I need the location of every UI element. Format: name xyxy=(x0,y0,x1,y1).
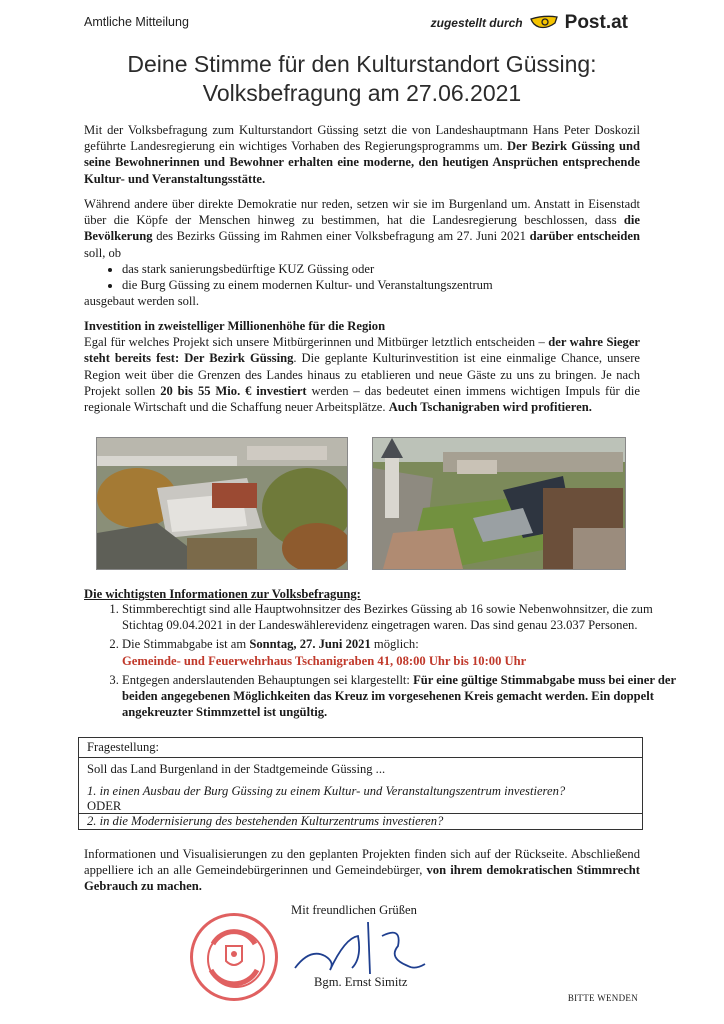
question-option-1: 1. in einen Ausbau der Burg Güssing zu einem Kultur- und Veranstaltungszentrum investieren? xyxy=(87,784,566,798)
question-or: ODER xyxy=(87,799,122,813)
para2-bold-1: die Bevölkerung xyxy=(84,213,640,244)
page-title xyxy=(84,50,640,108)
list-item xyxy=(122,636,678,668)
list-item xyxy=(122,672,678,721)
invest-text-2: . Die geplante Kulturinvestition ist eine einmalige Chance, unsere Region weit über die Grenzen des Landes hinaus zu etablieren und neue Gäste zu uns zu bringen. Je nach Projekt sollen xyxy=(84,351,640,398)
intro-paragraph xyxy=(84,122,640,187)
democracy-paragraph xyxy=(84,196,640,309)
turn-over-note: BITTE WENDEN xyxy=(567,993,638,1003)
list-item: 1. Stimmberechtigt sind alle Hauptwohnsitzer des Bezirkes Güssing ab 16 sowie Nebenwohnsitzer, die zum Stichtag 09.04.2021 in der Landeswählerevidenz eingetragen waren. Das sind genau 23.037 Personen. xyxy=(122,601,678,633)
investment-heading: Investition in zweistelliger Millionenhöhe für die Region xyxy=(84,319,386,333)
item3-bold: Für eine gültige Stimmabgabe muss bei einer der beiden angegebenen Möglichkeiten das Kreuz im vorgesehenen Kreis gemacht werden. Ein doppelt angekreuzter Stimmzettel ist ungültig. xyxy=(122,672,676,720)
title-line-1: Deine Stimme für den Kulturstandort Güssing: xyxy=(127,51,597,77)
invest-bold-2: 20 bis 55 Mio. € investiert xyxy=(160,383,307,398)
question-text: Soll das Land Burgenland in der Stadtgemeinde Güssing ... xyxy=(87,762,386,776)
investment-section xyxy=(84,318,640,415)
castle-render-photo xyxy=(372,437,626,570)
post-logo xyxy=(431,12,628,34)
post-brand: Post.at xyxy=(564,12,628,33)
question-option-2: 2. in die Modernisierung des bestehenden Kulturzentrums investieren? xyxy=(79,813,642,829)
municipal-seal xyxy=(190,913,278,1001)
title-line-2: Volksbefragung am 27.06.2021 xyxy=(202,80,522,106)
delivered-by-label: zugestellt durch xyxy=(430,16,523,30)
greeting: Mit freundlichen Grüßen xyxy=(291,903,417,917)
intro-bold: Der Bezirk Güssing und seine Bewohnerinnen und Bewohner erhalten eine moderne, den heutigen Ansprüchen entsprechende Kultur- und Veranstaltungsstätte. xyxy=(84,139,640,186)
kuz-aerial-photo xyxy=(96,437,348,570)
list-item: • das stark sanierungsbedürftige KUZ Güssing oder xyxy=(122,261,640,277)
invest-text-3: werden – das bedeutet einen immens wichtigen Impuls für die regionale Wirtschaft und die Schaffung neuer Arbeitsplätze. xyxy=(84,383,640,415)
signature-image xyxy=(290,918,430,976)
para2-text-3: soll, ob xyxy=(84,245,122,260)
invest-text-1: Egal für welches Projekt sich unsere Mitbürgerinnen und Mitbürger letztlich entscheiden – xyxy=(84,335,549,350)
question-divider xyxy=(79,757,642,758)
invest-bold-1: der wahre Sieger steht bereits fest: Der Bezirk Güssing xyxy=(84,335,641,366)
item2-bold: Sonntag, 27. Juni 2021 xyxy=(249,637,371,652)
para2-after: ausgebaut werden soll. xyxy=(84,294,200,309)
para2-bold-2: darüber entscheiden xyxy=(529,229,640,244)
voting-location: Gemeinde- und Feuerwehrhaus Tschanigraben 41, 08:00 Uhr bis 10:00 Uhr xyxy=(122,653,527,668)
list-item: • die Burg Güssing zu einem modernen Kultur- und Veranstaltungszentrum xyxy=(122,277,640,293)
invest-bold-3: Auch Tschanigraben wird profitieren. xyxy=(388,400,592,415)
question-label: Fragestellung: xyxy=(87,740,160,754)
seal-emblem xyxy=(193,916,275,998)
signer-name: Bgm. Ernst Simitz xyxy=(314,975,408,989)
item2-end: möglich: xyxy=(370,637,419,652)
item2-text: Die Stimmabgabe ist am xyxy=(122,637,250,652)
closing-text: Informationen und Visualisierungen zu den geplanten Projekten finden sich auf der Rückseite. Abschließend appelliere ich an alle Gemeindebürgerinnen und Gemeindebürger, xyxy=(84,847,640,878)
header-label: Amtliche Mitteilung xyxy=(84,15,189,29)
options-list xyxy=(84,261,640,293)
info-list xyxy=(84,601,678,723)
item3-text: Entgegen anderslautenden Behauptungen sei klargestellt: xyxy=(122,672,414,687)
castle-photo-image xyxy=(373,438,625,569)
kuz-photo-image xyxy=(97,438,347,569)
closing-paragraph xyxy=(84,846,640,895)
intro-text: Mit der Volksbefragung zum Kulturstandort Güssing setzt die von Landeshauptmann Hans Peter Doskozil geführte Landesregierung ein wichtiges Vorhaben des Regierungsprogramms um. xyxy=(84,123,640,154)
info-heading: Die wichtigsten Informationen zur Volksbefragung: xyxy=(84,587,361,601)
question-box xyxy=(78,737,643,830)
para2-text-1: Während andere über direkte Demokratie nur reden, setzen wir sie im Burgenland um. Anstatt in Eisenstadt über die Köpfe der Menschen hinweg zu bestimmen, hat die Landesregierung beschlossen, dass xyxy=(84,197,640,228)
closing-bold: von ihrem demokratischen Stimmrecht Gebrauch zu machen. xyxy=(84,863,640,894)
para2-text-2: des Bezirks Güssing im Rahmen einer Volksbefragung am 27. Juni 2021 xyxy=(152,229,530,244)
post-horn-icon xyxy=(529,13,559,33)
